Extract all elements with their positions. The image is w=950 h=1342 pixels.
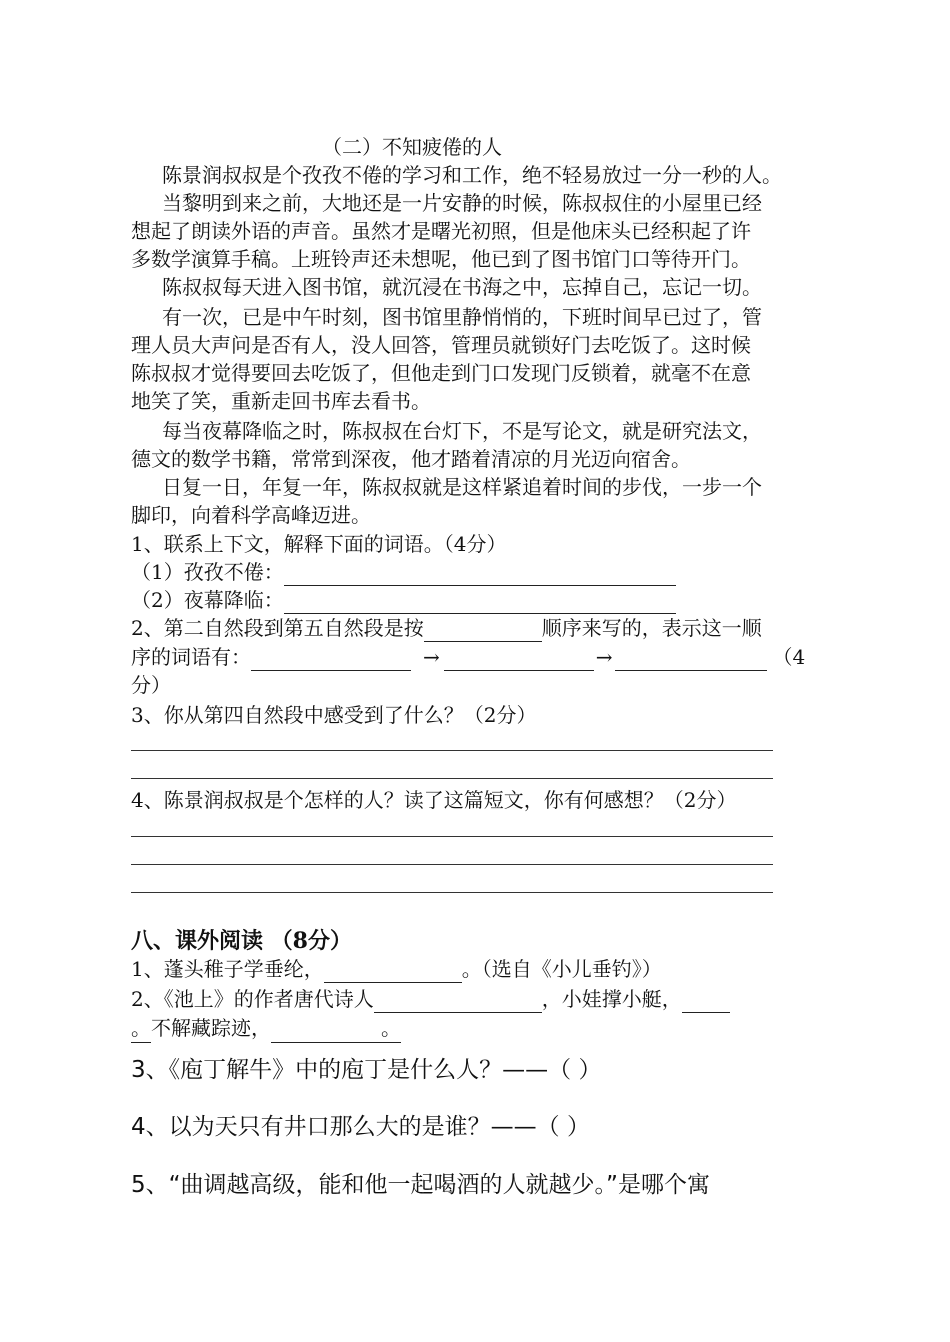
passage-line: 地笑了笑，重新走回书库去看书。 <box>131 389 431 413</box>
answer-line[interactable] <box>131 836 773 837</box>
answer-line[interactable] <box>131 750 773 751</box>
question-1: 1、联系上下文，解释下面的词语。（4分） <box>131 532 507 556</box>
answer-blank[interactable] <box>251 648 411 671</box>
passage-title: （二）不知疲倦的人 <box>322 135 502 159</box>
question-2-text-b: 顺序来写的，表示这一顺 <box>541 616 762 640</box>
passage-line: 德文的数学书籍，常常到深夜，他才踏着清凉的月光迈向宿舍。 <box>131 447 691 471</box>
passage-line: 想起了朗读外语的声音。虽然才是曙光初照，但是他床头已经积起了许 <box>131 219 751 243</box>
answer-blank[interactable] <box>271 1020 381 1043</box>
question-1-item-a <box>131 558 676 586</box>
section-8-item-2 <box>131 985 730 1013</box>
passage-line: 每当夜幕降临之时，陈叔叔在台灯下，不是写论文，就是研究法文， <box>162 419 762 443</box>
answer-blank[interactable] <box>615 648 767 671</box>
question-4: 4、陈景润叔叔是个怎样的人？读了这篇短文，你有何感想？（2分） <box>131 788 737 812</box>
question-1-item-a-label: （1）孜孜不倦： <box>131 560 284 584</box>
answer-blank[interactable] <box>284 591 676 614</box>
answer-blank[interactable] <box>682 990 730 1013</box>
section-8-item-2-text: 2、《池上》的作者唐代诗人 <box>131 987 374 1011</box>
passage-line: 脚印，向着科学高峰迈进。 <box>131 503 371 527</box>
passage-line: 日复一日，年复一年，陈叔叔就是这样紧追着时间的步伐，一步一个 <box>162 475 762 499</box>
answer-blank[interactable] <box>324 960 462 983</box>
passage-line: 陈叔叔才觉得要回去吃饭了，但他走到门口发现门反锁着，就毫不在意 <box>131 361 751 385</box>
question-3: 3、你从第四自然段中感受到了什么？（2分） <box>131 703 537 727</box>
answer-line[interactable] <box>131 778 773 779</box>
section-8-heading: 八、课外阅读 （8分） <box>131 928 352 954</box>
question-1-item-b <box>131 586 676 614</box>
passage-line: 当黎明到来之前，大地还是一片安静的时候，陈叔叔住的小屋里已经 <box>162 191 762 215</box>
question-2 <box>131 614 762 642</box>
question-2-text-c: 序的词语有： <box>131 645 251 669</box>
passage-line: 理人员大声问是否有人，没人回答，管理员就锁好门去吃饭了。这时候 <box>131 333 751 357</box>
section-8-item-2-period: 。 <box>381 1014 401 1043</box>
section-8-item-4: 4、以为天只有井口那么大的是谁？——（ ） <box>131 1114 590 1140</box>
passage-line: 有一次，已是中午时刻，图书馆里静悄悄的，下班时间早已过了，管 <box>162 305 762 329</box>
passage-line: 陈景润叔叔是个孜孜不倦的学习和工作，绝不轻易放过一分一秒的人。 <box>162 163 782 187</box>
answer-blank[interactable] <box>284 563 676 586</box>
passage-line: 多数学演算手稿。上班铃声还未想呢，他已到了图书馆门口等待开门。 <box>131 247 751 271</box>
question-2-score: （4 <box>772 645 806 669</box>
section-8-item-1-source: 。（选自《小儿垂钓》） <box>461 957 662 981</box>
question-1-item-b-label: （2）夜幕降临： <box>131 588 284 612</box>
section-8-item-3: 3、《庖丁解牛》中的庖丁是什么人？——（ ） <box>131 1057 602 1083</box>
answer-blank[interactable] <box>424 619 542 642</box>
section-8-item-2-text-b: ，小娃撑小艇， <box>541 987 682 1011</box>
question-2-score-end: 分） <box>131 673 171 697</box>
answer-blank[interactable] <box>444 648 594 671</box>
section-8-item-1 <box>131 955 662 983</box>
arrow-right-icon: → <box>423 645 440 669</box>
answer-line[interactable] <box>131 864 773 865</box>
answer-blank[interactable] <box>374 990 542 1013</box>
answer-line[interactable] <box>131 892 773 893</box>
passage-line: 陈叔叔每天进入图书馆，就沉浸在书海之中，忘掉自己，忘记一切。 <box>162 275 762 299</box>
section-8-item-2-end: 。 <box>131 1014 151 1043</box>
section-8-item-2-text-c: 不解藏踪迹， <box>151 1016 271 1040</box>
section-8-item-5: 5、“曲调越高级，能和他一起喝酒的人就越少。”是哪个寓 <box>131 1172 710 1198</box>
section-8-item-2-line-2 <box>131 1014 401 1043</box>
arrow-right-icon: → <box>595 645 613 669</box>
question-2-line-2 <box>131 643 805 671</box>
question-2-text-a: 2、第二自然段到第五自然段是按 <box>131 616 424 640</box>
section-8-item-1-text: 1、蓬头稚子学垂纶， <box>131 957 324 981</box>
